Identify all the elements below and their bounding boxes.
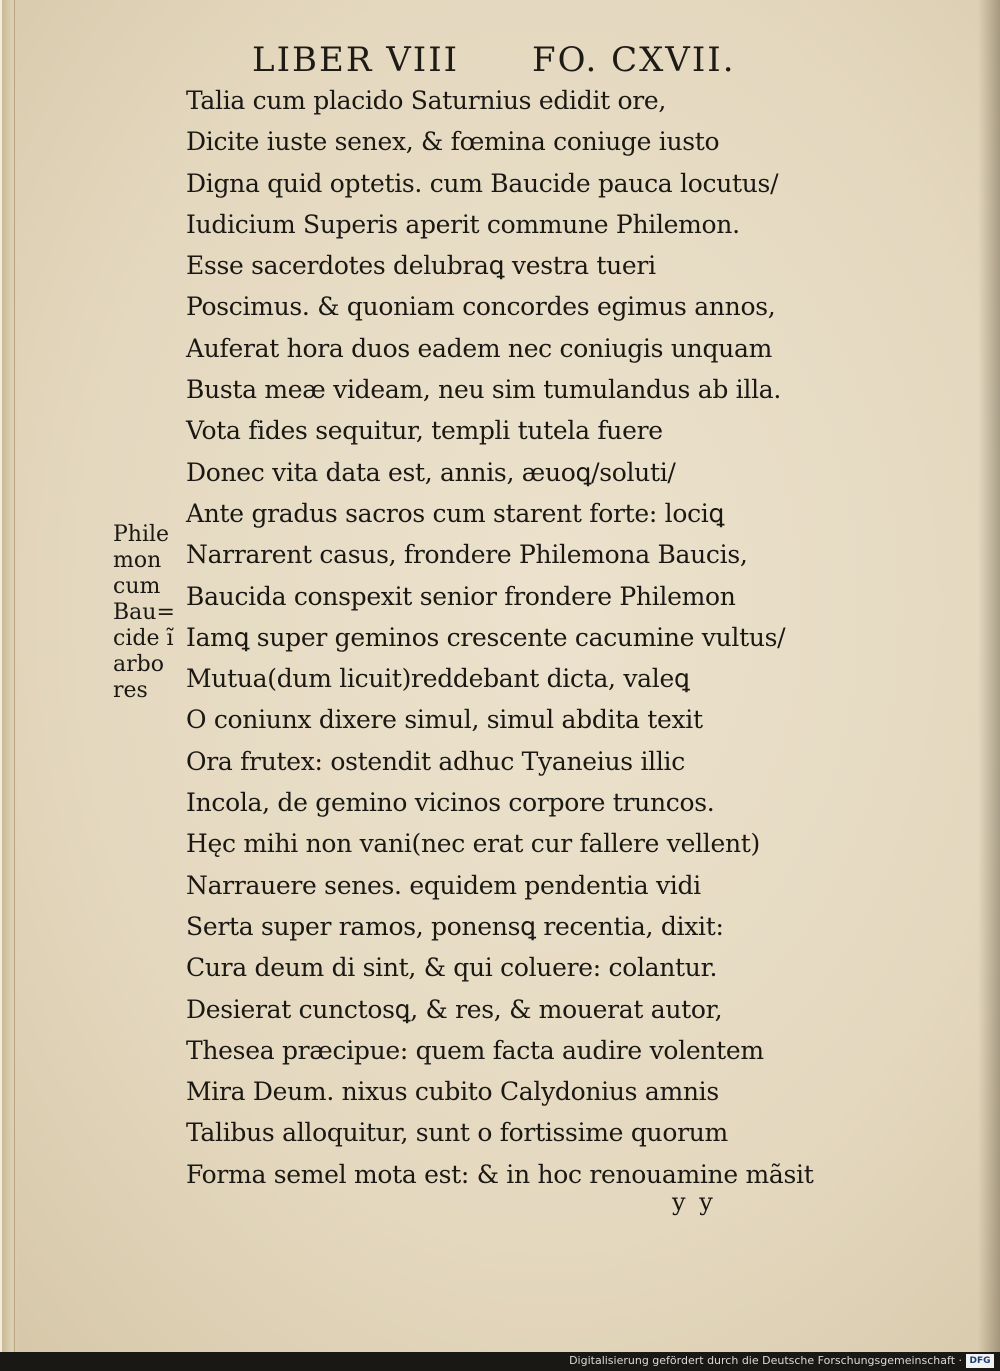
catchword: y y	[672, 1188, 716, 1216]
verse-list	[186, 80, 813, 1195]
binding-crease	[14, 0, 15, 1352]
marginal-note-line: Bau=	[113, 600, 175, 625]
verse-line: Esse sacerdotes delubraꝗ vestra tueri	[186, 251, 656, 281]
verse-line: Baucida conspexit senior frondere Philemon	[186, 581, 736, 611]
verse-line: Narrarent casus, frondere Philemona Baucis,	[186, 540, 748, 570]
verse-line: Dicite iuste senex, & fœmina coniuge iusto	[186, 127, 720, 157]
verse-line: Cura deum di sint, & qui coluere: colantur.	[186, 953, 718, 983]
marginal-note-line: cum	[113, 574, 161, 599]
verse-line: O coniunx dixere simul, simul abdita texit	[186, 705, 703, 735]
dfg-logo: DFG	[966, 1354, 994, 1368]
verse-line: Mutua(dum licuit)reddebant dicta, valeꝗ	[186, 664, 690, 694]
verse-line: Desierat cunctosꝗ, & res, & mouerat autor,	[186, 994, 723, 1024]
header-folio: FO. CXVII.	[532, 40, 736, 80]
verse-line: Busta meæ videam, neu sim tumulandus ab illa.	[186, 375, 782, 405]
verse-line: Talia cum placido Saturnius edidit ore,	[186, 86, 667, 115]
marginal-note-line: Phile	[113, 522, 170, 547]
verse-line: Ante gradus sacros cum starent forte: lociꝗ	[186, 498, 725, 528]
verse-line: Forma semel mota est: & in hoc renouamine mãsit	[186, 1159, 814, 1189]
verse-line: Iudicium Superis aperit commune Philemon.	[186, 209, 740, 239]
marginal-note-line: res	[113, 678, 148, 703]
verse-line: Talibus alloquitur, sunt o fortissime quorum	[186, 1118, 728, 1148]
verse-line: Thesea præcipue: quem facta audire volentem	[186, 1035, 764, 1065]
verse-line: Poscimus. & quoniam concordes egimus annos,	[186, 292, 776, 322]
marginal-note-line: mon	[113, 548, 162, 573]
footer-credit: Digitalisierung gefördert durch die Deutsche Forschungsgemeinschaft ·	[569, 1354, 962, 1367]
page-shadow	[978, 0, 1000, 1352]
verse-line: Digna quid optetis. cum Baucide pauca locutus/	[186, 168, 779, 198]
verse-line: Iamꝗ super geminos crescente cacumine vultus/	[186, 622, 786, 652]
marginal-note-line: cide ĩ	[113, 626, 174, 651]
verse-line: Auferat hora duos eadem nec coniugis unquam	[186, 333, 772, 363]
verse-line: Vota fides sequitur, templi tutela fuere	[186, 416, 663, 446]
verse-line: Hęc mihi non vani(nec erat cur fallere vellent)	[186, 829, 760, 859]
header-book: LIBER VIII	[252, 40, 460, 80]
verse-line: Mira Deum. nixus cubito Calydonius amnis	[186, 1077, 719, 1107]
marginal-note	[113, 522, 175, 704]
verse-line: Ora frutex: ostendit adhuc Tyaneius illic	[186, 746, 685, 776]
verse-line: Donec vita data est, annis, æuoꝗ/soluti/	[186, 457, 676, 487]
verse-line: Serta super ramos, ponensꝗ recentia, dixit:	[186, 911, 724, 941]
page-binding-edge	[0, 0, 18, 1352]
verse-line: Narrauere senes. equidem pendentia vidi	[186, 870, 701, 900]
marginal-note-line: arbo	[113, 652, 164, 677]
verse-line: Incola, de gemino vicinos corpore truncos.	[186, 788, 715, 818]
